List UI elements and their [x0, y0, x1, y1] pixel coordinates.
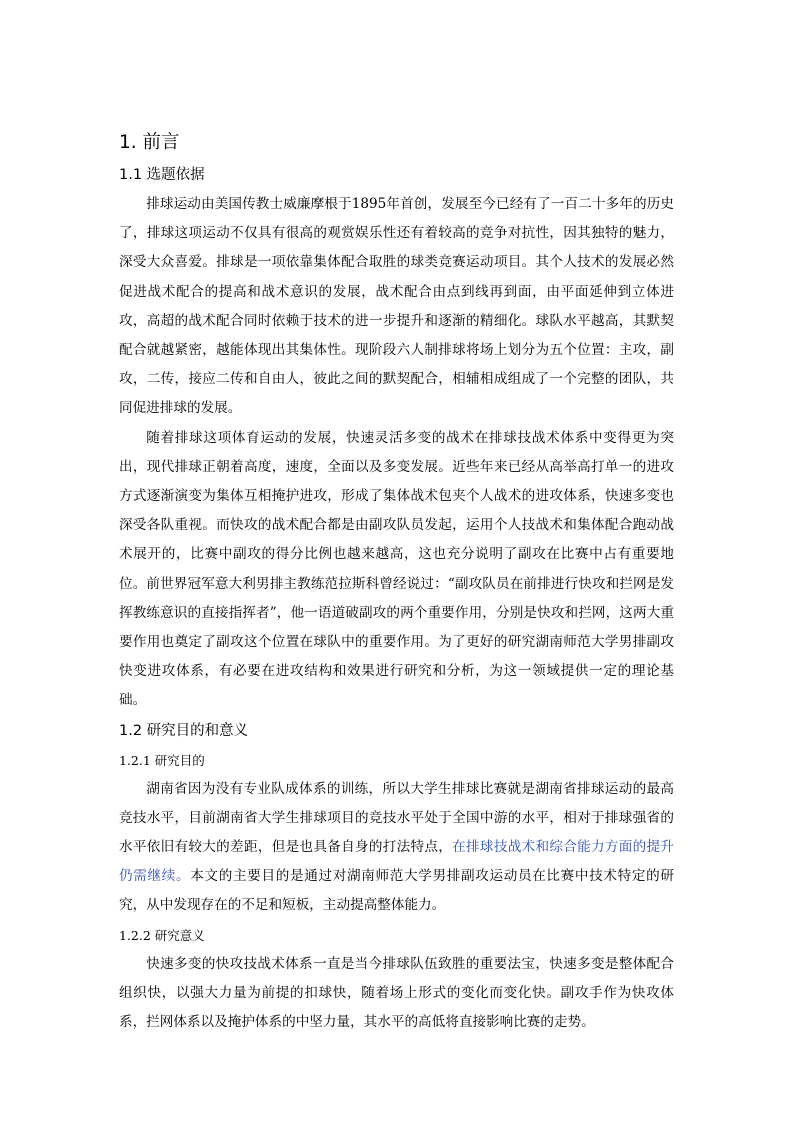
page-content — [119, 128, 674, 1037]
paragraph-1: 排球运动由美国传教士威廉摩根于1895年首创，发展至今已经有了一百二十多年的历史了，排球这项运动不仅具有很高的观赏娱乐性还有着较高的竞争对抗性，因其独特的魅力，深受大众喜爱。排球是一项依靠集体配合取胜的球类竞赛运动项目。其个人技术的发展必然促进战术配合的提高和战术意识的发展，战术配合由点到线再到面，由平面延伸到立体进攻，高超的战术配合同时依赖于技术的进一步提升和逐渐的精细化。球队水平越高，其默契配合就越紧密，越能体现出其集体性。现阶段六人制排球将场上划分为五个位置：主攻，副攻，二传，接应二传和自由人，彼此之间的默契配合，相辅相成组成了一个完整的团队，共同促进排球的发展。 — [119, 196, 674, 417]
subsection-heading-1-2-2: 1.2.2 研究意义 — [119, 927, 205, 943]
subsection-heading-1-2-1: 1.2.1 研究目的 — [119, 752, 205, 768]
paragraph-3-text-a: 湖南省因为没有专业队成体系的训练，所以大学生排球比赛就是湖南省排球运动的最高竞技水平，目前湖南省大学生排球项目的竞技水平处于全国中游的水平，相对于排球强省的水平依旧有较大的差距，但是也具备自身的打法特点， — [119, 780, 674, 856]
paragraph-3-text-b: 本文的主要目的是通过对湖南师范大学男排副攻运动员在比赛中技术特定的研究，从中发现存在的不足和短板，主动提高整体能力。 — [119, 868, 675, 914]
chapter-heading: 1. 前言 — [119, 132, 180, 153]
paragraph-2: 随着排球这项体育运动的发展，快速灵活多变的战术在排球技战术体系中变得更为突出，现代排球正朝着高度，速度，全面以及多变发展。近些年来已经从高举高打单一的进攻方式逐渐演变为集体互相掩护进攻，形成了集体战术包夹个人战术的进攻体系，快速多变也深受各队重视。而快攻的战术配合都是由副攻队员发起，运用个人技战术和集体配合跑动战术展开的，比赛中副攻的得分比例也越来越高，这也充分说明了副攻在比赛中占有重要地位。前世界冠军意大利男排主教练范拉斯科曾经说过：“副攻队员在前排进行快攻和拦网是发挥教练意识的直接指挥者”，他一语道破副攻的两个重要作用，分别是快攻和拦网，这两大重要作用也奠定了副攻这个位置在球队中的重要作用。为了更好的研究湖南师范大学男排副攻快变进攻体系，有必要在进攻结构和效果进行研究和分析，为这一领域提供一定的理论基础。 — [119, 429, 674, 709]
section-heading-1-2: 1.2 研究目的和意义 — [119, 722, 249, 739]
paragraph-4: 快速多变的快攻技战术体系一直是当今排球队伍致胜的重要法宝，快速多变是整体配合组织快，以强大力量为前提的扣球快，随着场上形式的变化而变化快。副攻手作为快攻体系，拦网体系以及掩护体系的中坚力量，其水平的高低将直接影响比赛的走势。 — [119, 955, 674, 1031]
section-heading-1-1: 1.1 选题依据 — [119, 167, 205, 183]
paragraph-3 — [119, 775, 674, 921]
highlighted-text: 在排球技战术和综合能力方面的提升仍需继续。 — [119, 839, 674, 885]
